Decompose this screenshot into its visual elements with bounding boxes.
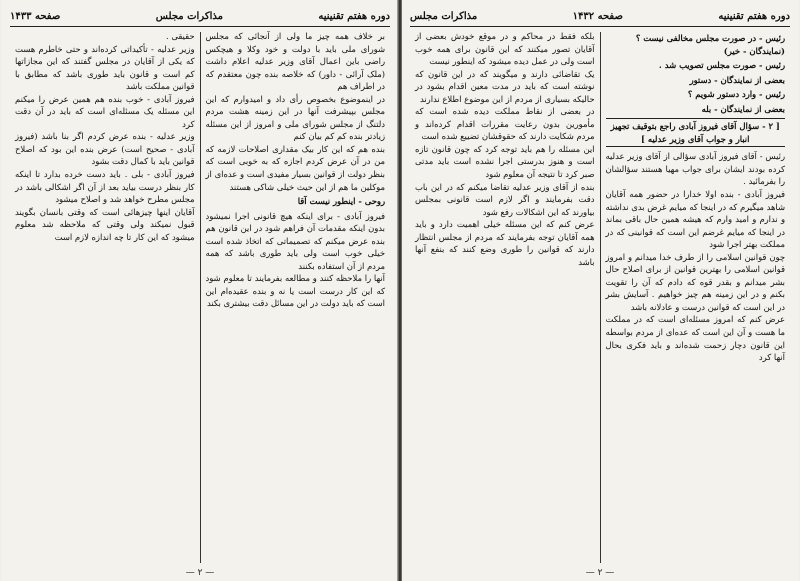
paragraph: روحی - اینطور نیست آقا [297,196,385,207]
paragraph: فیروز آبادی - بنده اولا خدارا در حضور همه آقایان شاهد میگیرم که در اینجا که میایم غرض بدی نداشته و ندارم و امید وارم که هیشه همین حال باقی بماند در اینجا که میایم غرضم این است که قوانینی که در مملکت بهتر اجرا شود [605,189,785,250]
paragraph: حقیقی . [166,31,195,41]
section-heading: [ ۲ - سؤال آقای فیروز آبادی راجع بتوقیف تجهیز انبار و جواب آقای وزیر عدلیه ] [606,118,786,147]
left-page-columns [10,30,390,565]
right-page-columns [410,30,790,565]
paragraph: یک تقاضائی دارند و میگویند که در این قانون که نوشته است که باید در مدت معین اقدام بشود در حالیکه بسیاری از مردم از این موضوع اطلاع ندارند [415,68,595,104]
paragraph: آقایان اینها چیزهائی است که وقتی بانسان بگویند قبول نمیکند ولی وقتی که ملاحظه شد معلوم میشود که این کار تا چه اندازه لازم است [15,206,195,242]
paragraph: رئیس - وارد دستور شویم ؟ [687,89,785,100]
paragraph: چون قوانین اسلامی را از طرف خدا میدانم و امروز قوانین اسلامی را بهترین قوانین از برای اصلاح حال بشر میدانم و بقدر قوه که دادم که آن را تقویت بکنم و در این زمینه هم چیز خواهیم . آسایش بشر در این است که قوانین درست و عادلانه باشد [605,251,785,312]
right-page-header [410,6,790,27]
paragraph: رئیس - آقای فیروز آبادی سؤالی از آقای وزیر عدلیه کرده بودند ایشان برای جواب مهیا هستند سؤالشان را بفرمائید . [605,151,785,187]
paragraph: بعضی از نمایندگان - بله [701,103,785,114]
left-header-center: مذاکرات مجلس [155,10,223,22]
paragraph: عرض کنم که این مسئله خیلی اهمیت دارد و باید همه آقایان توجه بفرمایند که مردم از مجلس انتظار دارند که قوانین را طوری وضع کنند که بنفع آنها باشد [415,219,595,267]
left-page [2,0,398,581]
paragraph: رئیس - در صورت مجلس مخالفی نیست ؟ (نمایندگان - خیر) [635,33,785,56]
paragraph: وزیر عدلیه - تأکیداتی کرده‌اند و حتی خاطرم هست که یکی از آقایان در مجلس گفتند که این مجازاتها کم است و قانون باید طوری باشد که مطابق با قوانین مملکت باشد [15,43,195,92]
right-page-column-left [410,30,600,565]
left-header-left: صفحه ۱۴۳۳ [10,10,61,22]
left-page-header [10,6,390,27]
left-page-column-left [10,30,200,565]
left-page-column-right [201,30,391,565]
right-page [402,0,798,581]
right-header-right: دوره هفتم تقنینیه [718,10,790,22]
paragraph: در اینموضوع بخصوص رأی داد و امیدوارم که این مجلس بپیشرفت آنها در این زمینه هشت مردم دلتنگ از مجلس شورای ملی و امروز از این مسئله زیادتر بنده کم کم بیان کنم [205,93,385,142]
paragraph: این مسئله را هم باید توجه کرد که چون قانون تازه است و هنوز بدرستی اجرا نشده است باید مدتی صبر کرد تا نتیجه آن معلوم شود [415,143,595,180]
paragraph: بر خلاف همه چیز ما ولی از آنجائی که مجلس شورای ملی باید با دولت و خود وکلا و هیچکس راضی باین اعمال آقای وزیر عدلیه اعلام داشت (ملک آرائی - داور) که خلاصه بنده چون معتقدم که در اطراف هم [205,31,385,92]
right-page-column-right [601,30,791,565]
paragraph: فیروز آبادی - برای اینکه هیچ قانونی اجرا نمیشود بدون اینکه مقدمات آن فراهم شود در این قانون هم بنده عرض میکنم که تصمیماتی که اتخاذ شده است خیلی خوب است ولی باید طوری باشد که همه مردم از آن استفاده بکنند [205,210,385,271]
left-page-footer: — ۲ — [185,568,215,578]
right-header-center: صفحه ۱۴۳۲ [572,10,623,22]
paragraph: فیروز آبادی - بلی . باید دست خرده بدارد تا اینکه کار بنظر درست بیاید بعد از آن اگر اشکالی باشد در مجلس مطرح خواهد شد و اصلاح میشود [15,169,195,205]
paragraph: فیروز آبادی - خوب بنده هم همین عرض را میکنم این مسئله یک مسئله‌ای است که باید در آن دقت کرد [15,93,195,129]
paragraph: بنده از آقای وزیر عدلیه تقاضا میکنم که در این باب دقت بفرمایند و اگر لازم است قانونی بمجلس بیاورند که این اشکالات رفع شود [415,181,595,217]
paragraph: آنها را ملاحظه کنند و مطالعه بفرمایند تا معلوم شود که این کار درست است یا نه و بنده عقیده‌ام این است که باید دولت در این مسائل دقت بیشتری بکند [205,273,385,309]
paragraph: بنده هم که این کار بیک مقداری اصلاحات لازمه که من در آن عرض کردم اجازه که به خوبی است که بنظر دولت از قوانین بسیار مفیدی است و عده‌ای از موکلین ما هم از این حیث خیلی شاکی هستند [205,143,385,192]
paragraph: عرض کنم که امروز مسئله‌ای است که در مملکت ما هست و آن این است که عده‌ای از مردم بواسطه این قانون دچار زحمت شده‌اند و باید فکری بحال آنها کرد [605,314,785,363]
paragraph: وزیر عدلیه - بنده عرض کردم اگر بنا باشد (فیروز آبادی - صحیح است) عرض بنده این بود که اصلاح قوانین باید با کمال دقت بشود [15,131,195,167]
right-page-footer: — ۲ — [585,568,615,578]
paragraph: بلکه فقط در محاکم و در موقع خودش بعضی از آقایان تصور میکنند که این قانون برای همه خوب است ولی در عمل دیده میشود که اینطور نیست [415,31,595,67]
column-divider [200,32,201,563]
paragraph: رئیس - صورت مجلس تصویب شد . [658,60,785,71]
right-header-left: مذاکرات مجلس [410,10,478,22]
paragraph: بعضی از نمایندگان - دستور [689,74,785,85]
column-divider [600,32,601,563]
left-header-right: دوره هفتم تقنینیه [318,10,390,22]
paragraph: در بعضی از نقاط مملکت دیده شده است که مأمورین بدون رعایت مقررات اقدام کرده‌اند و مردم شکایت دارند که حقوقشان تضییع شده است [415,106,595,142]
